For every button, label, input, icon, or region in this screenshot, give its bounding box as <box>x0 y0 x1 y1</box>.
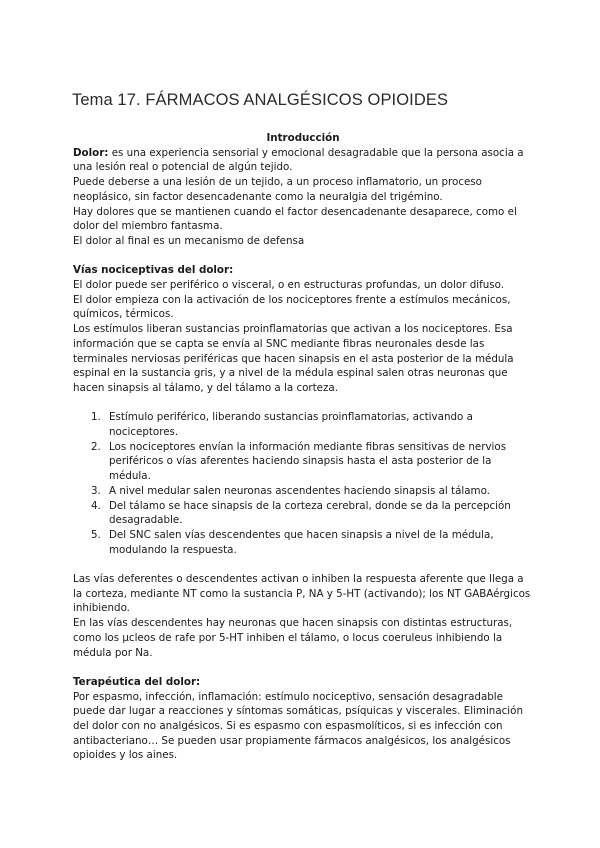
vias-paragraph: Los estímulos liberan sustancias proinflamatorias que activan a los nociceptores. Esa información que se capta se envía al SNC mediante fibras neuronales desde las terminales nerviosas periféricas que hacen sinapsis en el asta posterior de la médula espinal en la sustancia gris, y a nivel de la médula espinal salen otras neuronas que hacen sinapsis al tálamo, y del tálamo a la corteza. <box>73 323 514 394</box>
vias-heading: Vías nociceptivas del dolor: <box>73 264 234 277</box>
intro-paragraph: El dolor al final es un mecanismo de defensa <box>73 234 305 247</box>
steps-list <box>73 410 533 557</box>
dolor-term: Dolor: <box>73 146 109 159</box>
page-title: Tema 17. FÁRMACOS ANALGÉSICOS OPIOIDES <box>72 91 449 109</box>
list-item <box>91 528 533 557</box>
dolor-def-text: es una experiencia sensorial y emocional desagradable que la persona asocia a una lesión real o potencial de algún tejido. <box>73 146 524 174</box>
list-item-text: Del SNC salen vías descendentes que hacen sinapsis a nivel de la médula, modulando la respuesta. <box>109 528 494 556</box>
list-item <box>91 484 533 499</box>
list-item-text: A nivel medular salen neuronas ascendentes haciendo sinapsis al tálamo. <box>109 484 490 497</box>
list-item <box>91 440 533 484</box>
eferentes-paragraph: Las vías deferentes o descendentes activan o inhiben la respuesta aferente que llega a la corteza, mediante NT como la sustancia P, NA y 5-HT (activando); los NT GABAérgicos inhibiendo. <box>73 573 531 615</box>
eferentes-paragraph: En las vías descendentes hay neuronas que hacen sinapsis con distintas estructuras, como los µcleos de rafe por 5-HT inhiben el tálamo, o locus coeruleus inhibiendo la médula por Na. <box>73 617 513 659</box>
vias-paragraph: El dolor empieza con la activación de los nociceptores frente a estímulos mecánicos, químicos, térmicos. <box>73 293 511 321</box>
document-body <box>73 131 533 763</box>
terapeutica-heading: Terapéutica del dolor: <box>73 675 201 688</box>
list-number: 3. <box>91 484 101 497</box>
list-number: 1. <box>91 411 101 424</box>
list-number: 4. <box>91 499 101 512</box>
list-item <box>91 499 533 528</box>
list-item-text: Del tálamo se hace sinapsis de la corteza cerebral, donde se da la percepción desagradable. <box>109 499 511 527</box>
intro-paragraph: Puede deberse a una lesión de un tejido, a un proceso inflamatorio, un proceso neoplásico, sin factor desencadenante como la neuralgia del trigémino. <box>73 176 482 203</box>
dolor-definition <box>73 146 533 175</box>
list-item <box>91 410 533 439</box>
list-number: 5. <box>91 528 101 541</box>
terapeutica-paragraph: Por espasmo, infección, inflamación: estímulo nociceptivo, sensación desagradable puede dar lugar a reacciones y síntomas somáticas, psíquicas y viscerales. Eliminación del dolor con no analgésicos. Si es espasmo con espasmolíticos, si es infección con antibacteriano… Se pueden usar propiamente fármacos analgésicos, los analgésicos opioides y los aines. <box>73 690 523 762</box>
list-item-text: Los nociceptores envían la información mediante fibras sensitivas de nervios periféricos o vías aferentes haciendo sinapsis hasta el asta posterior de la médula. <box>109 440 507 483</box>
intro-paragraph: Hay dolores que se mantienen cuando el factor desencadenante desaparece, como el dolor del miembro fantasma. <box>73 205 517 233</box>
intro-heading: Introducción <box>266 132 340 144</box>
vias-paragraph: El dolor puede ser periférico o visceral, o en estructuras profundas, un dolor difuso. <box>73 279 505 292</box>
list-number: 2. <box>91 440 101 453</box>
list-item-text: Estímulo periférico, liberando sustancias proinflamatorias, activando a nociceptores. <box>109 411 473 439</box>
